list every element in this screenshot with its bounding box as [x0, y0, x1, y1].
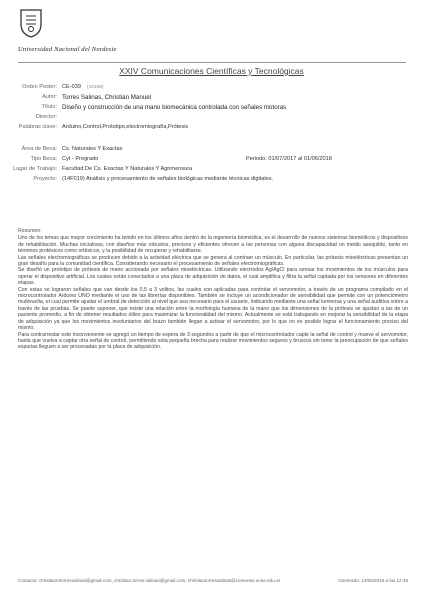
abstract-heading: Resumen:: [18, 228, 42, 234]
abstract-paragraph: Para contrarrestar este inconveniente se agregó un tiempo de espera de 3 segundos a partir de que el microcontrolador capte la señal de control y mueve el servomotor, hasta que vuelva a captar otra señal de control, permitiendo esta pequeña brecha para realizar movimientos seguros y bruscos sin tener la preocupación de que señales espurias lleguen a ser procesadas por la placa de adquisición.: [18, 331, 408, 351]
row-tipo: [0, 156, 423, 165]
proyecto-value: (14F019) Análisis y procesamiento de señales biológicas mediante técnicas digitales.: [62, 176, 274, 182]
lugar-value: Facultad De Cs. Exactas Y Naturales Y Agrimensura: [62, 166, 193, 172]
generated-timestamp: Generado: 14/06/2019 a las 12:46: [338, 578, 408, 583]
row-director: [0, 114, 423, 123]
contact-info: Contacto: christianmtorressalinas@gmail.com, christian.torres.salinas@gmail.com, christiantorressalinas@comunes.unne.edu.ar: [18, 578, 281, 583]
autor-label: Autor:: [42, 94, 57, 100]
abstract: [18, 228, 408, 351]
palabras-value: Arduino,Control,Prototipo,electromiografía,Prótesis: [62, 124, 189, 130]
orden-label: Orden Poster:: [22, 84, 57, 90]
abstract-paragraph: Con estas se lograron señales que van desde los 0,5 a 3 voltios, las cuales son aplicadas para controlar el servomotor, a través de un programa compilado en el microcontrolador Arduino UNO mediante el uso de las librerías disponibles. También se incluye un acondicionador de sensibilidad que permite con un potenciómetro multivuelta, el cual permite ajustar el umbral de detección al nivel que sea necesario para el usuario, indicando mediante una señal luminosa y una señal auditiva sobre a través de las pruebas. Se puede suponer, que existe una relación entre la morfología humana de la mano que los dimensiones de la prótesis se ajustan a las de un paciente promedio, a fin de obtener resultados útiles para maximizar la funcionalidad del mismo. Actualmente se está trabajando en mejorar la sensibilidad de la etapa de adquisición ya que los movimientos involuntarios del brazo también llegan a activar el servomotor, por lo que no es posible lograr el funcionamiento preciso del mismo.: [18, 286, 408, 332]
abstract-paragraph: Se diseñó un prototipo de prótesis de mano accionada por señales mioeléctricas. Utilizando electrodos Ag/AgCl para sensar los movimientos de los músculos para operar el dispositivo artificial. Los cuales están conectados a una placa de adquisición de datos, el cual amplifica y filtra la señal captada por los sensores en diferentes etapas.: [18, 267, 408, 287]
row-lugar: [0, 166, 423, 175]
titulo-label: Título:: [41, 104, 57, 110]
periodo-value: Periodo: 01/07/2017 al 01/06/2018: [246, 156, 332, 162]
autor-value: Torres Salinas, Christian Manuel: [62, 94, 152, 101]
row-autor: [0, 94, 423, 103]
proyecto-label: Proyecto:: [33, 176, 57, 182]
university-name: Universidad Nacional del Nordeste: [18, 46, 117, 53]
university-logo: [18, 8, 138, 60]
area-label: Área de Beca:: [21, 146, 57, 152]
row-palabras: [0, 124, 423, 133]
palabras-label: Palabras clave:: [18, 124, 57, 130]
row-proyecto: [0, 176, 423, 185]
area-value: Cs. Naturales Y Exactas: [62, 146, 123, 152]
director-label: Director:: [35, 114, 57, 120]
row-titulo: [0, 104, 423, 113]
abstract-paragraph: Las señales electromiográficas se producen debido a la actividad eléctrica que se genera al contraer un músculo. En particular, las prótesis mioeléctricas presentan un gran desafío para la comunidad científica. Considerando necesario el procesamiento de señales electromiográficas.: [18, 254, 408, 268]
orden-code: (10109): [86, 85, 104, 90]
orden-number: CE-039: [62, 84, 81, 90]
row-orden: [0, 84, 423, 93]
orden-value: [62, 84, 104, 90]
abstract-paragraph: Uno de los temas que mayor crecimiento ha tenido en los últimos años dentro de la ingeniería biomédica, es el desarrollo de nuevos sistemas biomédicos y dispositivos de rehabilitación. Muchas iniciativas, con diseños más robustos, precisos y eficientes ofrecen a las personas con alguna discapacidad un medio asequible, tanto en términos protésicos como ortésicos, y la posibilidad de recuperar y rehabilitarse.: [18, 235, 408, 255]
page-footer: [18, 578, 408, 586]
conference-title: XXIV Comunicaciones Científicas y Tecnológicas: [119, 66, 304, 76]
header-divider: [18, 62, 406, 63]
lugar-label: Lugar de Trabajo:: [13, 166, 57, 172]
tipo-label: Tipo Beca:: [30, 156, 57, 162]
row-area: [0, 146, 423, 155]
university-crest-icon: [18, 8, 44, 38]
titulo-value: Diseño y construcción de una mano biomecánica controlada con señales motoras: [62, 104, 287, 111]
tipo-value: Cyt - Pregrado: [62, 156, 99, 162]
